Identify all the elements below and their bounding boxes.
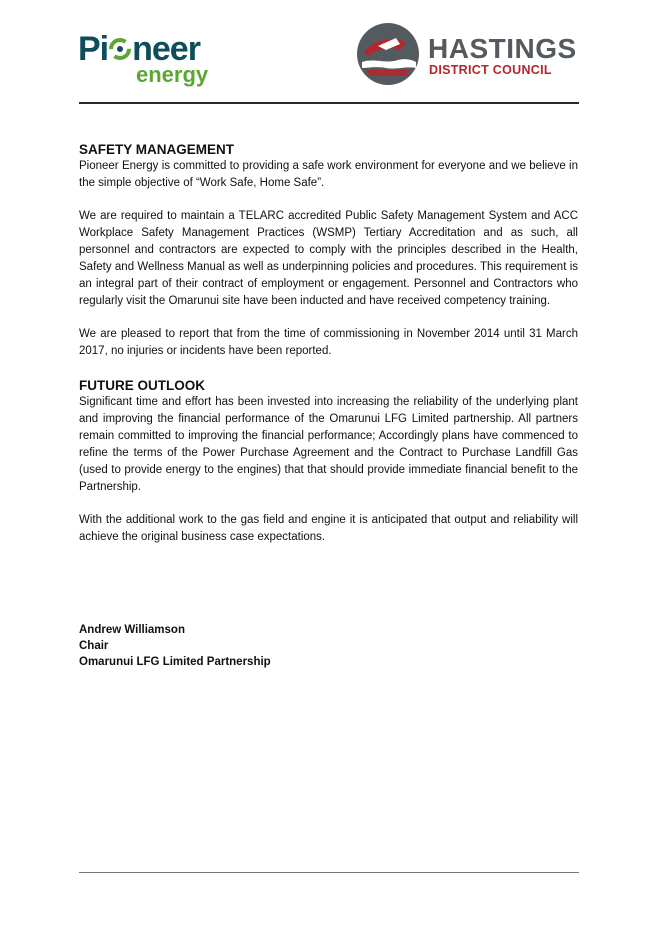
pioneer-logo-wordmark: Pi neer bbox=[78, 30, 200, 68]
energy-logo-wordmark: energy bbox=[136, 62, 209, 87]
outlook-paragraph-2: With the additional work to the gas field and engine it is anticipated that output and reliability will achieve the original business case expectations. bbox=[79, 514, 578, 543]
future-outlook-heading: FUTURE OUTLOOK bbox=[79, 378, 205, 393]
signatory-role: Chair bbox=[79, 640, 109, 652]
safety-paragraph-2: We are required to maintain a TELARC accredited Public Safety Management System and ACC Workplace Safety Management Practices (WSMP) Tertiary Accreditation and as such, all personnel and contractors are expected to comply with the principles described in the Health, Safety and Wellness Manual as well as underpinning policies and procedures. This requirement is an integral part of their contract of employment or engagement. Personnel and Contractors who regularly visit the Omarunui site have been inducted and have received competency training. bbox=[79, 210, 578, 307]
safety-paragraph-1: Pioneer Energy is committed to providing a safe work environment for everyone and we believe in the simple objective of “Work Safe, Home Safe”. bbox=[79, 160, 578, 189]
hastings-logo-wordmark: HASTINGS bbox=[428, 33, 577, 64]
signature-block bbox=[79, 622, 479, 670]
outlook-paragraph-1: Significant time and effort has been invested into increasing the reliability of the underlying plant and improving the financial performance of the Omarunui LFG Limited partnership. All partners remain committed to improving the financial performance; Accordingly plans have commenced to refine the terms of the Power Purchase Agreement and the Contract to Purchase Landfill Gas (used to provide energy to the engines) that that should provide immediate financial benefit to the Partnership. bbox=[79, 396, 578, 493]
safety-paragraph-3: We are pleased to report that from the time of commissioning in November 2014 until 31 March 2017, no injuries or incidents have been reported. bbox=[79, 328, 578, 357]
hastings-district-council-logo bbox=[356, 22, 581, 90]
signatory-name: Andrew Williamson bbox=[79, 624, 185, 636]
hastings-emblem-icon bbox=[356, 22, 420, 86]
pioneer-energy-logo bbox=[78, 30, 228, 92]
pioneer-swirl-icon bbox=[109, 38, 131, 60]
page-header bbox=[0, 0, 656, 110]
signatory-organisation: Omarunui LFG Limited Partnership bbox=[79, 656, 271, 668]
safety-management-heading: SAFETY MANAGEMENT bbox=[79, 142, 235, 157]
footer-divider bbox=[79, 872, 579, 873]
document-body bbox=[79, 141, 578, 546]
header-divider bbox=[79, 102, 579, 104]
district-council-logo-wordmark: DISTRICT COUNCIL bbox=[429, 63, 552, 77]
